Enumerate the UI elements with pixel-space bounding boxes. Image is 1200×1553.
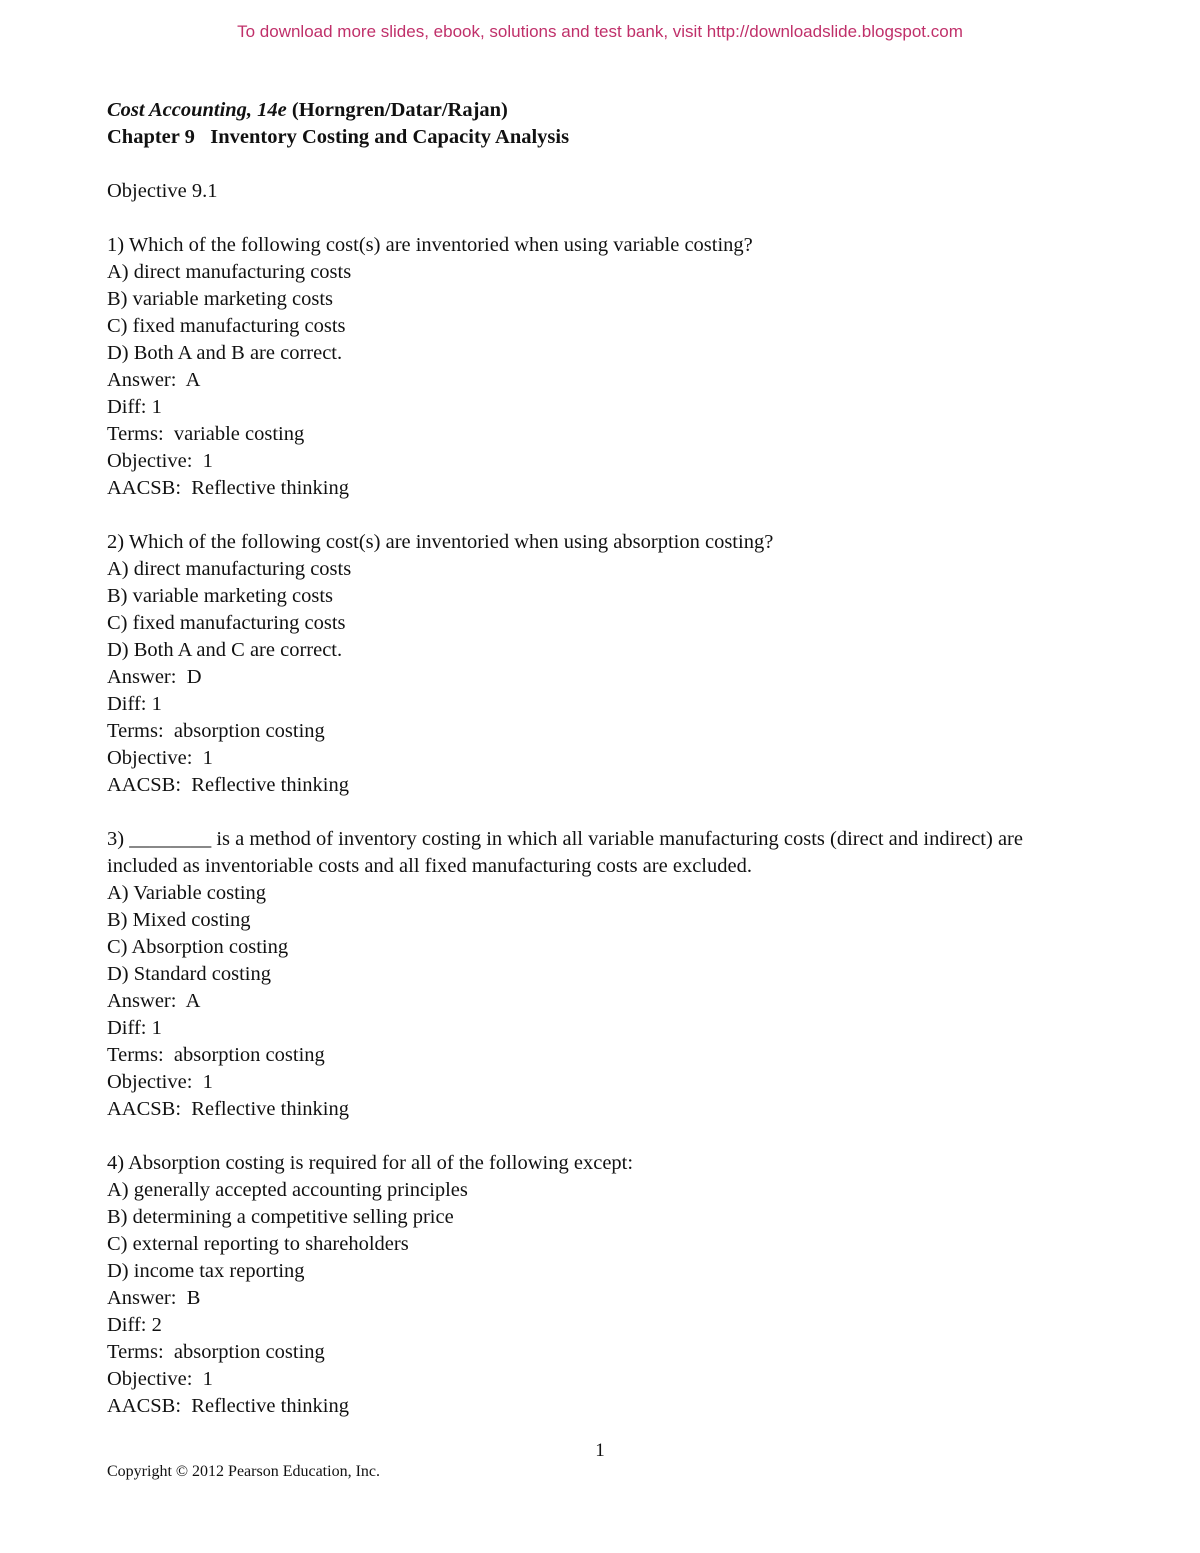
question-3	[107, 826, 1067, 1123]
question-1	[107, 232, 1067, 502]
objective: Objective: 1	[107, 1368, 213, 1390]
option-c: C) fixed manufacturing costs	[107, 315, 346, 337]
option-c: C) external reporting to shareholders	[107, 1233, 409, 1255]
terms: Terms: absorption costing	[107, 1044, 325, 1066]
option-a: A) direct manufacturing costs	[107, 558, 352, 580]
aacsb: AACSB: Reflective thinking	[107, 1395, 349, 1417]
terms: Terms: absorption costing	[107, 1341, 325, 1363]
question-stem: 1) Which of the following cost(s) are inventoried when using variable costing?	[107, 234, 753, 256]
option-b: B) variable marketing costs	[107, 585, 334, 607]
option-d: D) Standard costing	[107, 963, 271, 985]
book-authors: (Horngren/Datar/Rajan)	[286, 99, 508, 121]
answer: Answer: A	[107, 369, 201, 391]
answer: Answer: B	[107, 1287, 201, 1309]
option-d: D) income tax reporting	[107, 1260, 305, 1282]
objective: Objective: 1	[107, 450, 213, 472]
option-c: C) Absorption costing	[107, 936, 289, 958]
book-title-line	[107, 97, 1067, 124]
option-c: C) fixed manufacturing costs	[107, 612, 346, 634]
option-b: B) Mixed costing	[107, 909, 251, 931]
option-a: A) Variable costing	[107, 882, 267, 904]
question-stem: 4) Absorption costing is required for all of the following except:	[107, 1152, 634, 1174]
document-body	[107, 97, 1067, 1420]
option-d: D) Both A and B are correct.	[107, 342, 343, 364]
option-a: A) generally accepted accounting principles	[107, 1179, 468, 1201]
aacsb: AACSB: Reflective thinking	[107, 774, 349, 796]
answer: Answer: A	[107, 990, 201, 1012]
question-2	[107, 529, 1067, 799]
aacsb: AACSB: Reflective thinking	[107, 477, 349, 499]
terms: Terms: variable costing	[107, 423, 305, 445]
objective: Objective: 1	[107, 747, 213, 769]
page-number: 1	[595, 1440, 605, 1461]
objective-heading: Objective 9.1	[107, 180, 218, 202]
terms: Terms: absorption costing	[107, 720, 325, 742]
difficulty: Diff: 1	[107, 693, 162, 715]
question-stem: 2) Which of the following cost(s) are inventoried when using absorption costing?	[107, 531, 774, 553]
download-banner-link[interactable]: To download more slides, ebook, solutions and test bank, visit http://downloadslide.blogspot.com	[237, 22, 963, 41]
difficulty: Diff: 2	[107, 1314, 162, 1336]
option-d: D) Both A and C are correct.	[107, 639, 343, 661]
option-b: B) variable marketing costs	[107, 288, 334, 310]
objective: Objective: 1	[107, 1071, 213, 1093]
difficulty: Diff: 1	[107, 1017, 162, 1039]
book-title: Cost Accounting, 14e	[107, 99, 287, 121]
question-stem: 3) ________ is a method of inventory costing in which all variable manufacturing costs (direct and indirect) are included as inventoriable costs and all fixed manufacturing costs are excluded.	[107, 828, 1029, 877]
answer: Answer: D	[107, 666, 202, 688]
copyright-notice: Copyright © 2012 Pearson Education, Inc.	[107, 1463, 380, 1480]
question-4	[107, 1150, 1067, 1420]
option-b: B) determining a competitive selling price	[107, 1206, 454, 1228]
option-a: A) direct manufacturing costs	[107, 261, 352, 283]
aacsb: AACSB: Reflective thinking	[107, 1098, 349, 1120]
chapter-title: Chapter 9 Inventory Costing and Capacity Analysis	[107, 126, 570, 148]
difficulty: Diff: 1	[107, 396, 162, 418]
